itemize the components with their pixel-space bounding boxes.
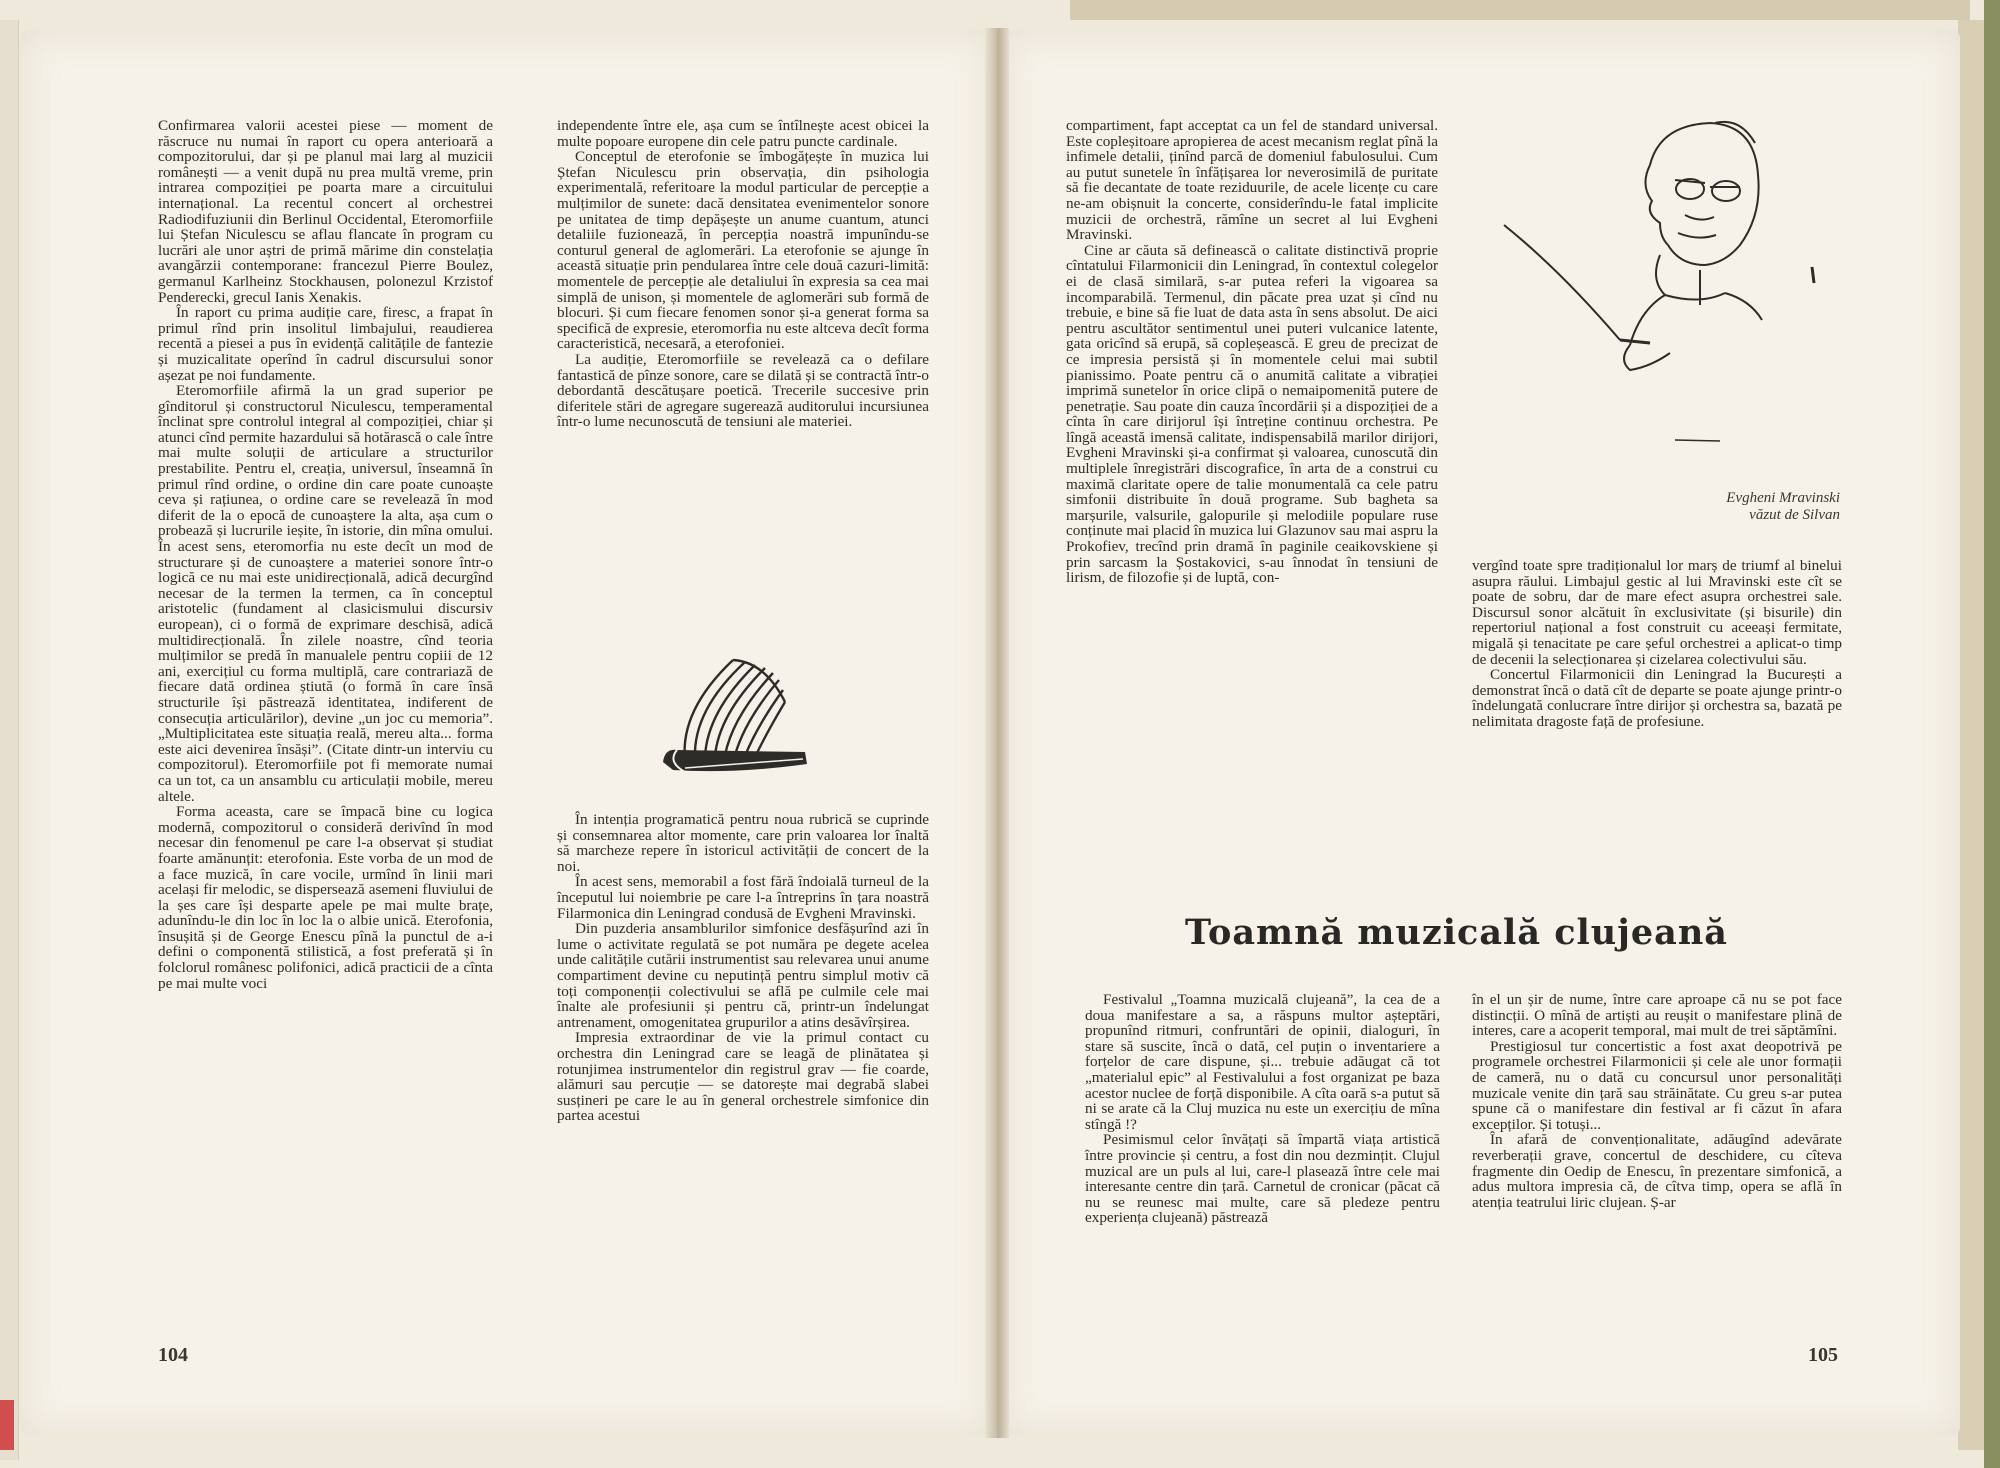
paragraph: compartiment, fapt acceptat ca un fel de standard universal. Este copleșitoare apropierea de acest mecanism reglat pînă la infimele detalii, ținînd parcă de domeniul fabulosului. Cum au putut sunetele în înfățișarea lor neverosimilă de puritate să fie decantate de toate reziduurile, de acele licențe cu care ne-am obișnuit la concerte, considerîndu-le fatal implicite muzicii de orchestră, rămîne un secret al lui Evgheni Mravinski. [1066, 117, 1438, 244]
paragraph: în el un șir de nume, între care aproape că nu se pot face distincții. O mînă de artiști au reușit o manifestare plină de interes, care a acoperit temporal, mai mult de trei săptămîni. [1472, 991, 1842, 1040]
paragraph: Eteromorfiile afirmă la un grad superior pe gînditorul și constructorul Niculescu, temperamental înclinat spre controlul integral al compoziției, chiar și atunci cînd permite hazardului să hotărască o cale între mai multe soluții de articulare a structurilor prestabilite. Pentru el, creația, universul, înseamnă în primul rînd ordine, o ordine din care poate cunoaște ceva și rațiunea, o ordine care se revelează în mod diferit de la o epocă de cunoaștere la alta, așa cum o probează și lucrurile ieșite, în istorie, din mîna omului. În acest sens, eteromorfia nu este decît un mod de structurare și de cunoaștere a materiei sonore într-o logică ce nu mai este unidirecțională, adică decurgînd necesar de la termen la termen, ca în conceptul aristotelic (fundament al clasicismului discursiv european), ci o formă de exprimare deschisă, adică multidirecțională. În zilele noastre, cînd teoria mulțimilor se predă în manualele pentru copiii de 12 ani, exercițiul cu forma multiplă, care contrariază de fiecare dată ordinea știută (o formă în care însă structurile își păstrează identitatea, indiferent de consecuția articulărilor), devine „un joc cu memoria”. „Multiplicitatea este situația reală, mereu alta... forma este aici devenirea însăși”. (Citate dintr-un interviu cu compozitorul). Eteromorfiile pot fi memorate numai ca un tot, ca un ansamblu cu articulații mobile, mereu altele. [158, 382, 493, 805]
paragraph: Pesimismul celor învățați să împartă viața artistică între provincie și centru, a fost din nou dezmințit. Clujul muzical are un puls al lui, care-l plasează între cele mai interesante centre din țară. Carnetul de cronicar (păcat că nu se reunesc mai multe, care să pledeze pentru experiența clujeană) păstrează [1085, 1131, 1440, 1227]
paragraph: În intenția programatică pentru noua rubrică se cuprinde și consemnarea altor momente, care prin valoarea lor înaltă să marcheze repere în istoricul activității de concert de la noi. [557, 811, 929, 875]
article2-column-1 [1085, 992, 1440, 1226]
paragraph: Din puzderia ansamblurilor simfonice desfășurînd azi în lume o activitate regulată se pot număra pe degete acelea unde calitățile cutării instrumentist sau relevarea unui anume compartiment devine cu neputință pentru simplul motiv că toți componenții colectivului se află pe culmile cele mai înalte ale profesiunii și pentru că, printr-un îndelungat antrenament, omogenitatea grupurilor a atins desăvîrșirea. [557, 920, 929, 1031]
book-edge-left [0, 20, 19, 1460]
article2-column-2 [1472, 992, 1842, 1210]
book-cover-top [1070, 0, 1970, 20]
paragraph: Confirmarea valorii acestei piese — moment de răscruce nu numai în raport cu opera anterioară a compozitorului, dar și pe planul mai larg al muzicii românești — a venit după nu prea multă vreme, prin intrarea compoziției pe poarta mare a circuitului internațional. La recentul concert al orchestrei Radiodifuziunii din Berlinul Occidental, Eteromorfiile lui Ștefan Niculescu se aflau flancate în program cu lucrări ale unor aștri de primă mărime din constelația avangărzii contemporane: francezul Pierre Boulez, germanul Karlheinz Stockhausen, polonezul Krzistof Penderecki, grecul Ianis Xenakis. [158, 117, 493, 306]
paragraph: În raport cu prima audiție care, firesc, a frapat în primul rînd prin insolitul limbajului, reaudierea recentă a piesei a pus în evidență calitățile de fantezie și muzicalitate operînd în cadrul discursului sonor așezat pe noi fundamente. [158, 304, 493, 384]
paragraph: În acest sens, memorabil a fost fără îndoială turneul de la începutul lui noiembrie pe care l-a întreprins în țara noastră Filarmonica din Leningrad condusă de Evgheni Mravinski. [557, 873, 929, 922]
article-title: Toamnă muzicală clujeană [1185, 912, 1728, 953]
left-page-column-1 [158, 118, 493, 991]
paragraph: vergînd toate spre tradiționalul lor marș de triumf al binelui asupra răului. Limbajul gestic al lui Mravinski este cît se poate de sobru, dar de mare efect asupra orchestrei sale. Discursul sonor alcătuit în exclusivitate (și bisurile) din repertoriul național a fost construit cu aceeași fermitate, migală și tenacitate pe care șeful orchestrei a aplicat-o timp de decenii la selecționarea și cizelarea colectivului său. [1472, 557, 1842, 668]
paragraph: Concertul Filarmonicii din Leningrad la București a demonstrat încă o dată cît de departe se poate ajunge printr-o îndelungată conlucrare între dirijor și orchestra sa, bazată pe nelimitata dragoste față de profesiune. [1472, 666, 1842, 730]
page-number-left: 104 [158, 1344, 188, 1366]
paragraph: Prestigiosul tur concertistic a fost axat deopotrivă pe programele orchestrei Filarmonicii și cele ale unor formații de cameră, nu o dată cu concursul unor personalități muzicale venite din țară sau străinătate. Cu greu s-ar putea spune că o manifestare din festival ar fi căzut în afara excepților. Și totuși... [1472, 1037, 1842, 1133]
left-page-column-2-top [557, 118, 929, 430]
page-number-right: 105 [1808, 1344, 1838, 1366]
illustration-caption [1550, 490, 1840, 524]
book-gutter [985, 28, 1009, 1438]
paragraph: Cine ar căuta să definească o calitate distinctivă proprie cîntatului Filarmonicii din Leningrad, în contextul colegelor ei de clasă similară, s-ar putea referi la vigoarea sa incomparabilă. Termenul, din păcate prea uzat și cînd nu trebuie, e bine să fie luat de data asta în sens absolut. De aici pentru ascultător sentimentul unei puteri vulcanice latente, gata oricînd să erupă, să copleșească. E greu de precizat de ce impresia persistă și în momentele celui mai subtil pianissimo. Poate pentru că o anumită calitate a vibrației imprimă sunetelor în orice clipă o nemaipomenită putere de penetrație. Sau poate din cauza încordării și a dispoziției de a cînta în care dirijorul își întreține continuu orchestra. Pe lîngă această imensă calitate, indispensabilă marilor dirijori, Evgheni Mravinski și-a confirmat și valoarea, cunoscută din multiplele înregistrări discografice, în arta de a construi cu maximă claritate opere de talie monumentală ca cele patru simfonii distribuite în două programe. Sub bagheta sa marșurile, valsurile, galopurile și melodiile populare ruse conținute mai placid în muzica lui Glazunov sau mai aspru la Prokofiev, trecînd prin dramă în paginile ceaikovskiene și prin sarcasm la Șostakovici, s-au înnodat în tensiuni de lirism, de filozofie și de luptă, con- [1066, 241, 1438, 587]
bookmark-ribbon [0, 1400, 14, 1450]
paragraph: Impresia extraordinar de vie la primul contact cu orchestra din Leningrad care se leagă de plinătatea și rotunjimea instrumentelor din registrul grav — fie coarde, alămuri sau percuție — se datorește mai degrabă slabei susțineri pe care le au în general orchestrele simfonice din partea acestui [557, 1029, 929, 1125]
paragraph: În afară de convenționalitate, adăugînd adevărate reverberații grave, concertul de deschidere, cu cîteva fragmente din Oedip de Enescu, în prezentare simfonică, a adus multora impresia că, de cîtva timp, opera se află în atenția teatrului liric clujean. Ș-ar [1472, 1131, 1842, 1211]
sailboat-illustration [655, 640, 815, 790]
paragraph: La audiție, Eteromorfiile se revelează ca o defilare fantastică de pînze sonore, care se dilată și se contractă într-o debordantă descătușare poetică. Trecerile succesive prin diferitele stări de agregare sugerează auditorului incursiunea într-o lume necunoscută de tensiuni ale materiei. [557, 350, 929, 431]
paragraph: Conceptul de eterofonie se îmbogățește în muzica lui Ștefan Niculescu prin observația, din psihologia experimentală, referitoare la modul particular de percepție a mulțimilor de sunete: dacă densitatea evenimentelor sonore pe unitatea de timp depășește un anume cuantum, atunci detaliile fuzionează, în percepția noastră impunîndu-se conturul general de aglomerări. La eterofonie se ajunge în această situație prin pendularea între cele două cazuri-limită: momentele de percepție ale detaliului în expresia sa cea mai simplă de unison, și momentele de aglomerări sub formă de blocuri. Și cum fiecare fenomen sonor și-a generat forma sa specifică de expresie, eteromorfia nu este altceva decît forma caracteristică, necesară, a eterofoniei. [557, 148, 929, 353]
paragraph: Forma aceasta, care se împacă bine cu logica modernă, compozitorul o consideră derivînd în mod necesar din fenomenul pe care l-a observat și studiat foarte amănunțit: eterofonia. Este vorba de un mod de a face muzică, în care vocile, urmînd în linii mari același fir melodic, se dispersează asemeni fluviului de la șes care își desparte apele pe mai multe brațe, adunîndu-le din loc în loc la o albie unică. Eterofonia, însușită și de George Enescu pînă la punctul de a-i defini o componentă stilistică, a fost preferată și în folclorul românesc polifonici, adică practicii de a cînta pe mai multe voci [158, 803, 493, 992]
right-page-column-2 [1472, 558, 1842, 730]
caption-line: văzut de Silvan [1749, 507, 1840, 523]
right-page-column-1 [1066, 118, 1438, 586]
left-page-column-2-bottom [557, 812, 929, 1124]
paragraph: independente între ele, așa cum se întîlnește acest obicei la multe popoare europene din cele patru puncte cardinale. [557, 117, 929, 150]
book-cover-strip [1984, 0, 2000, 1468]
caption-line: Evgheni Mravinski [1726, 490, 1840, 506]
conductor-portrait-sketch [1500, 105, 1830, 450]
paragraph: Festivalul „Toamna muzicală clujeană”, la cea de a doua manifestare a sa, a răspuns multor așteptări, propunînd ritmuri, confruntări de opinii, dialoguri, în stare să suscite, încă o dată, cel puțin o inventariere a forțelor de care dispune, și... trebuie adăugat că tot „materialul epic” al Festivalului a fost organizat pe baza acestor nuclee de forță disponibile. A cîta oară s-a putut să ni se arate că la Cluj muzica nu este un exercițiu de mîna stîngă !? [1085, 991, 1440, 1133]
